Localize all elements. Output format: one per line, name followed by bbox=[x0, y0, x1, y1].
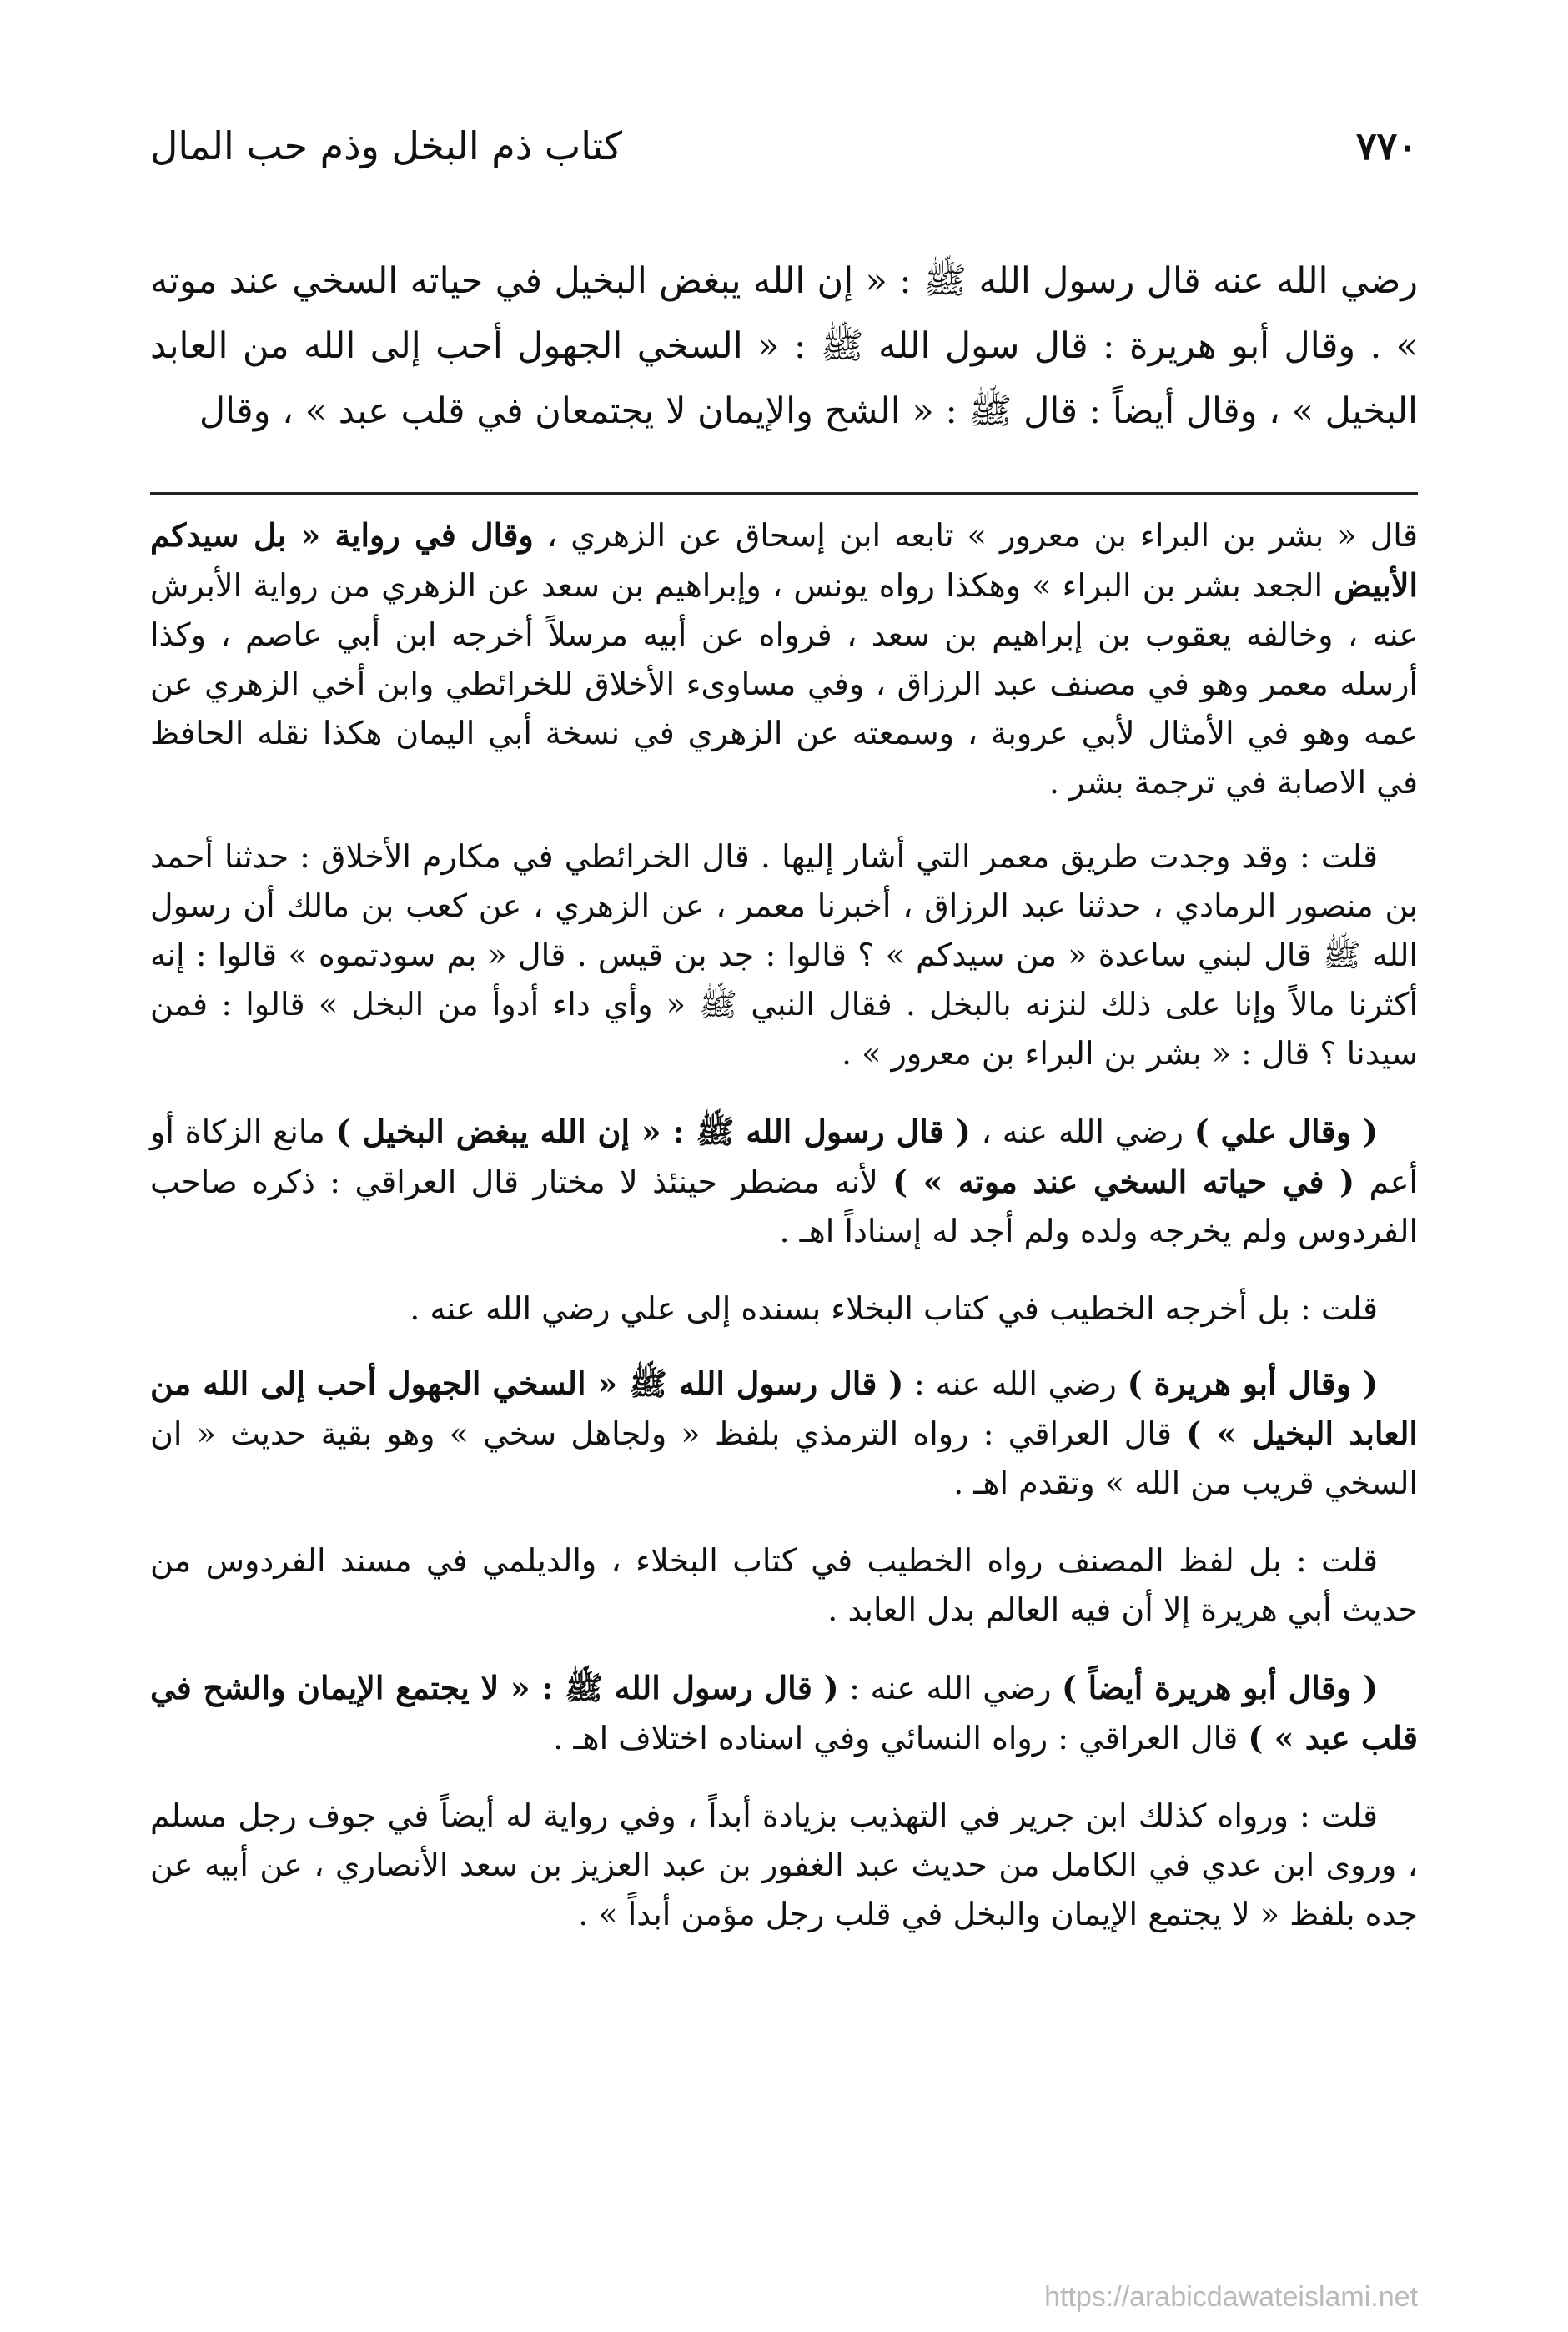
text-run: الجعد بشر بن البراء » وهكذا رواه يونس ، وإبراهيم بن سعد عن الزهري من رواية الأبرش عنه ، وخالفه يعقوب بن إبراهيم بن سعد ، فرواه عن أبيه مرسلاً أخرجه ابن أبي عاصم ، وكذا أرسله معمر وهو في مصنف عبد الرزاق ، وفي مساوىء الأخلاق للخرائطي وابن أخي الزهري عن عمه وهو في الأمثال لأبي عروبة ، وسمعته عن الزهري في نسخة أبي اليمان هكذا نقله الحافظ في الاصابة في ترجمة بشر . bbox=[150, 567, 1418, 801]
page-header bbox=[150, 117, 1418, 175]
commentary-paragraph-2: قلت : وقد وجدت طريق معمر التي أشار إليها . قال الخرائطي في مكارم الأخلاق : حدثنا أحمد بن منصور الرمادي ، حدثنا عبد الرزاق ، أخبرنا معمر ، عن الزهري ، عن كعب بن مالك أن رسول الله ﷺ قال لبني ساعدة « من سيدكم » ؟ قالوا : جد بن قيس . قال « بم سودتموه » قالوا : إنه أكثرنا مالاً وإنا على ذلك لنزنه بالبخل . فقال النبي ﷺ « وأي داء أدوأ من البخل » قالوا : فمن سيدنا ؟ قال : « بشر بن البراء بن معرور » . bbox=[150, 838, 1418, 1072]
bold-run: ( وقال أبو هريرة ) bbox=[1127, 1365, 1378, 1402]
running-title: كتاب ذم البخل وذم حب المال bbox=[150, 123, 622, 168]
page-number: ٧٧٠ bbox=[1355, 123, 1418, 168]
commentary-paragraph-6: قلت : بل لفظ المصنف رواه الخطيب في كتاب البخلاء ، والديلمي في مسند الفردوس من حديث أبي هريرة إلا أن فيه العالم بدل العابد . bbox=[150, 1542, 1418, 1628]
commentary-paragraph-7 bbox=[150, 1663, 1418, 1763]
commentary bbox=[150, 510, 1418, 1968]
main-text bbox=[150, 249, 1418, 444]
commentary-paragraph-5 bbox=[150, 1359, 1418, 1508]
footnote-divider bbox=[150, 492, 1418, 495]
text-run: رضي الله عنه ، bbox=[970, 1113, 1194, 1150]
bold-run: ( وقال علي ) bbox=[1194, 1113, 1379, 1150]
bold-run: ( في حياته السخي عند موته » ) bbox=[892, 1163, 1355, 1200]
bold-run: ( وقال أبو هريرة أيضاً ) bbox=[1062, 1669, 1379, 1706]
text-run: مانع الزكاة أو أعم bbox=[150, 1113, 1418, 1200]
text-run: قال العراقي : رواه النسائي وفي اسناده اختلاف اهـ . bbox=[553, 1720, 1249, 1757]
commentary-paragraph-3 bbox=[150, 1107, 1418, 1256]
commentary-paragraph-8: قلت : ورواه كذلك ابن جرير في التهذيب بزيادة أبداً ، وفي رواية له أيضاً في جوف رجل مسلم ، وروى ابن عدي في الكامل من حديث عبد الغفور بن عبد العزيز بن سعد الأنصاري ، عن أبيه عن جده بلفظ « لا يجتمع الإيمان والبخل في قلب رجل مؤمن أبداً » . bbox=[150, 1797, 1418, 1932]
commentary-paragraph-4: قلت : بل أخرجه الخطيب في كتاب البخلاء بسنده إلى علي رضي الله عنه . bbox=[410, 1290, 1378, 1327]
bold-run: ( قال رسول الله ﷺ : « إن الله يبغض البخيل ) bbox=[335, 1113, 971, 1150]
text-run: رضي الله عنه : bbox=[903, 1365, 1128, 1402]
text-run: لأنه مضطر حينئذ لا مختار قال العراقي : ذكره صاحب الفردوس ولم يخرجه ولده ولم أجد له إسناداً اهـ . bbox=[150, 1163, 1418, 1249]
main-paragraph: رضي الله عنه قال رسول الله ﷺ : « إن الله يبغض البخيل في حياته السخي عند موته » . وقال أبو هريرة : قال سول الله ﷺ : « السخي الجهول أحب إلى الله من العابد البخيل » ، وقال أيضاً : قال ﷺ : « الشح والإيمان لا يجتمعان في قلب عبد » ، وقال bbox=[150, 260, 1418, 432]
bold-run: ( قال رسول الله ﷺ « السخي الجهول أحب إلى الله من العابد البخيل » ) bbox=[150, 1365, 1418, 1452]
commentary-paragraph-1 bbox=[150, 510, 1418, 807]
source-watermark: https://arabicdawateislami.net bbox=[1044, 2281, 1418, 2313]
text-run: رضي الله عنه : bbox=[838, 1670, 1062, 1706]
bold-run: ( قال رسول الله ﷺ : « لا يجتمع الإيمان والشح في قلب عبد » ) bbox=[150, 1669, 1418, 1757]
text-run: قال العراقي : رواه الترمذي بلفظ « ولجاهل سخي » وهو بقية حديث « ان السخي قريب من الله » وتقدم اهـ . bbox=[150, 1415, 1418, 1501]
bold-run: وقال في رواية « بل سيدكم الأبيض bbox=[150, 516, 1418, 604]
text-run: قال « بشر بن البراء بن معرور » تابعه ابن إسحاق عن الزهري ، bbox=[533, 517, 1418, 554]
